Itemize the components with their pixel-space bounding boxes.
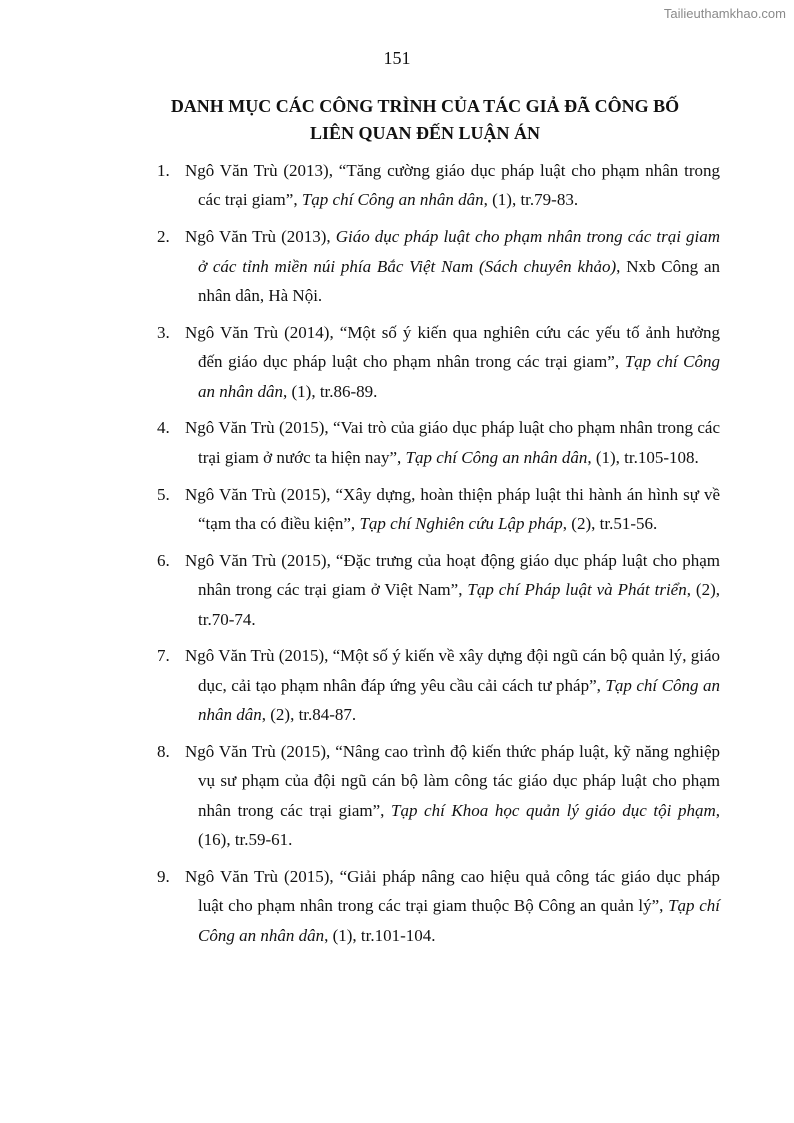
citation-text: Ngô Văn Trù (2015), “Nâng cao trình độ kiến thức pháp luật, kỹ năng nghiệp vụ sư phạm của đội ngũ cán bộ làm công tác giáo dục pháp luật cho phạm nhân trong các trại giam”, (185, 742, 720, 820)
citation-text: Ngô Văn Trù (2015), “Một số ý kiến về xây dựng đội ngũ cán bộ quản lý, giáo dục, cải tạo phạm nhân đáp ứng yêu cầu cải cách tư pháp”, (185, 646, 720, 695)
list-item (128, 156, 720, 215)
citation-text: Ngô Văn Trù (2015), “Xây dựng, hoàn thiện pháp luật thi hành án hình sự về “tạm tha có điều kiện”, (185, 484, 720, 534)
citation-source: Tạp chí Công an nhân dân (198, 896, 720, 945)
citation-source: Tạp chí Nghiên cứu Lập pháp (359, 514, 563, 534)
citation-details: , (2), tr.70-74. (198, 580, 720, 629)
citation-text: Ngô Văn Trù (2013), “Tăng cường giáo dục pháp luật cho phạm nhân trong các trại giam”, (185, 161, 720, 210)
item-number: 6. (157, 550, 170, 570)
item-number: 2. (157, 227, 170, 247)
citation-source: Tạp chí Công an nhân dân (405, 447, 588, 467)
citation-source: Giáo dục pháp luật cho phạm nhân trong các trại giam ở các tỉnh miền núi phía Bắc Việt Nam (Sách chuyên khảo) (198, 227, 720, 276)
citation-details: , (1), tr.105-108. (587, 447, 699, 467)
list-item (128, 480, 720, 539)
citation-details: , (16), tr.59-61. (198, 800, 720, 850)
item-number: 8. (157, 742, 170, 762)
citation-details: , (1), tr.79-83. (483, 190, 579, 210)
citation-details: , (1), tr.86-89. (283, 381, 378, 401)
list-item (128, 546, 720, 634)
citation-text: Ngô Văn Trù (2015), “Giải pháp nâng cao hiệu quả công tác giáo dục pháp luật cho phạm nhân trong các trại giam thuộc Bộ Công an quản lý”, (185, 867, 720, 916)
citation-details: , (1), tr.101-104. (324, 925, 436, 945)
list-item (128, 222, 720, 310)
item-number: 1. (157, 161, 170, 180)
list-item (128, 862, 720, 950)
citation-details: , Nxb Công an nhân dân, Hà Nội. (198, 256, 720, 306)
citation-text: Ngô Văn Trù (2015), “Vai trò của giáo dục pháp luật cho phạm nhân trong các trại giam ở nước ta hiện nay”, (185, 418, 720, 467)
list-item (128, 413, 720, 472)
citation-source: Tạp chí Công an nhân dân (198, 675, 720, 725)
list-item (128, 318, 720, 406)
page-number: 151 (383, 48, 411, 68)
citation-text: Ngô Văn Trù (2015), “Đặc trưng của hoạt động giáo dục pháp luật cho phạm nhân trong các trại giam ở Việt Nam”, (185, 550, 720, 600)
citation-text: Ngô Văn Trù (2013), (185, 227, 336, 247)
list-item (128, 737, 720, 855)
item-number: 5. (157, 484, 170, 504)
title-line-1: DANH MỤC CÁC CÔNG TRÌNH CỦA TÁC GIẢ ĐÃ CÔNG BỐ (170, 96, 680, 116)
title-line-2: LIÊN QUAN ĐẾN LUẬN ÁN (309, 123, 541, 143)
citation-source: Tạp chí Pháp luật và Phát triển (467, 580, 687, 600)
watermark: Tailieuthamkhao.com (663, 6, 786, 21)
item-number: 4. (157, 418, 170, 438)
page-title (100, 93, 750, 147)
citation-details: , (2), tr.51-56. (562, 514, 658, 534)
item-number: 3. (157, 322, 170, 342)
citation-source: Tạp chí Công an nhân dân (301, 190, 484, 210)
citation-source: Tạp chí Khoa học quản lý giáo dục tội phạm (391, 800, 716, 820)
citation-source: Tạp chí Công an nhân dân (198, 352, 721, 401)
citation-details: , (2), tr.84-87. (261, 705, 357, 725)
list-item (128, 641, 720, 729)
publication-list (128, 156, 720, 958)
citation-text: Ngô Văn Trù (2014), “Một số ý kiến qua nghiên cứu các yếu tố ảnh hưởng đến giáo dục pháp luật cho phạm nhân trong các trại giam”, (185, 322, 720, 372)
item-number: 9. (157, 867, 170, 887)
item-number: 7. (157, 646, 170, 666)
